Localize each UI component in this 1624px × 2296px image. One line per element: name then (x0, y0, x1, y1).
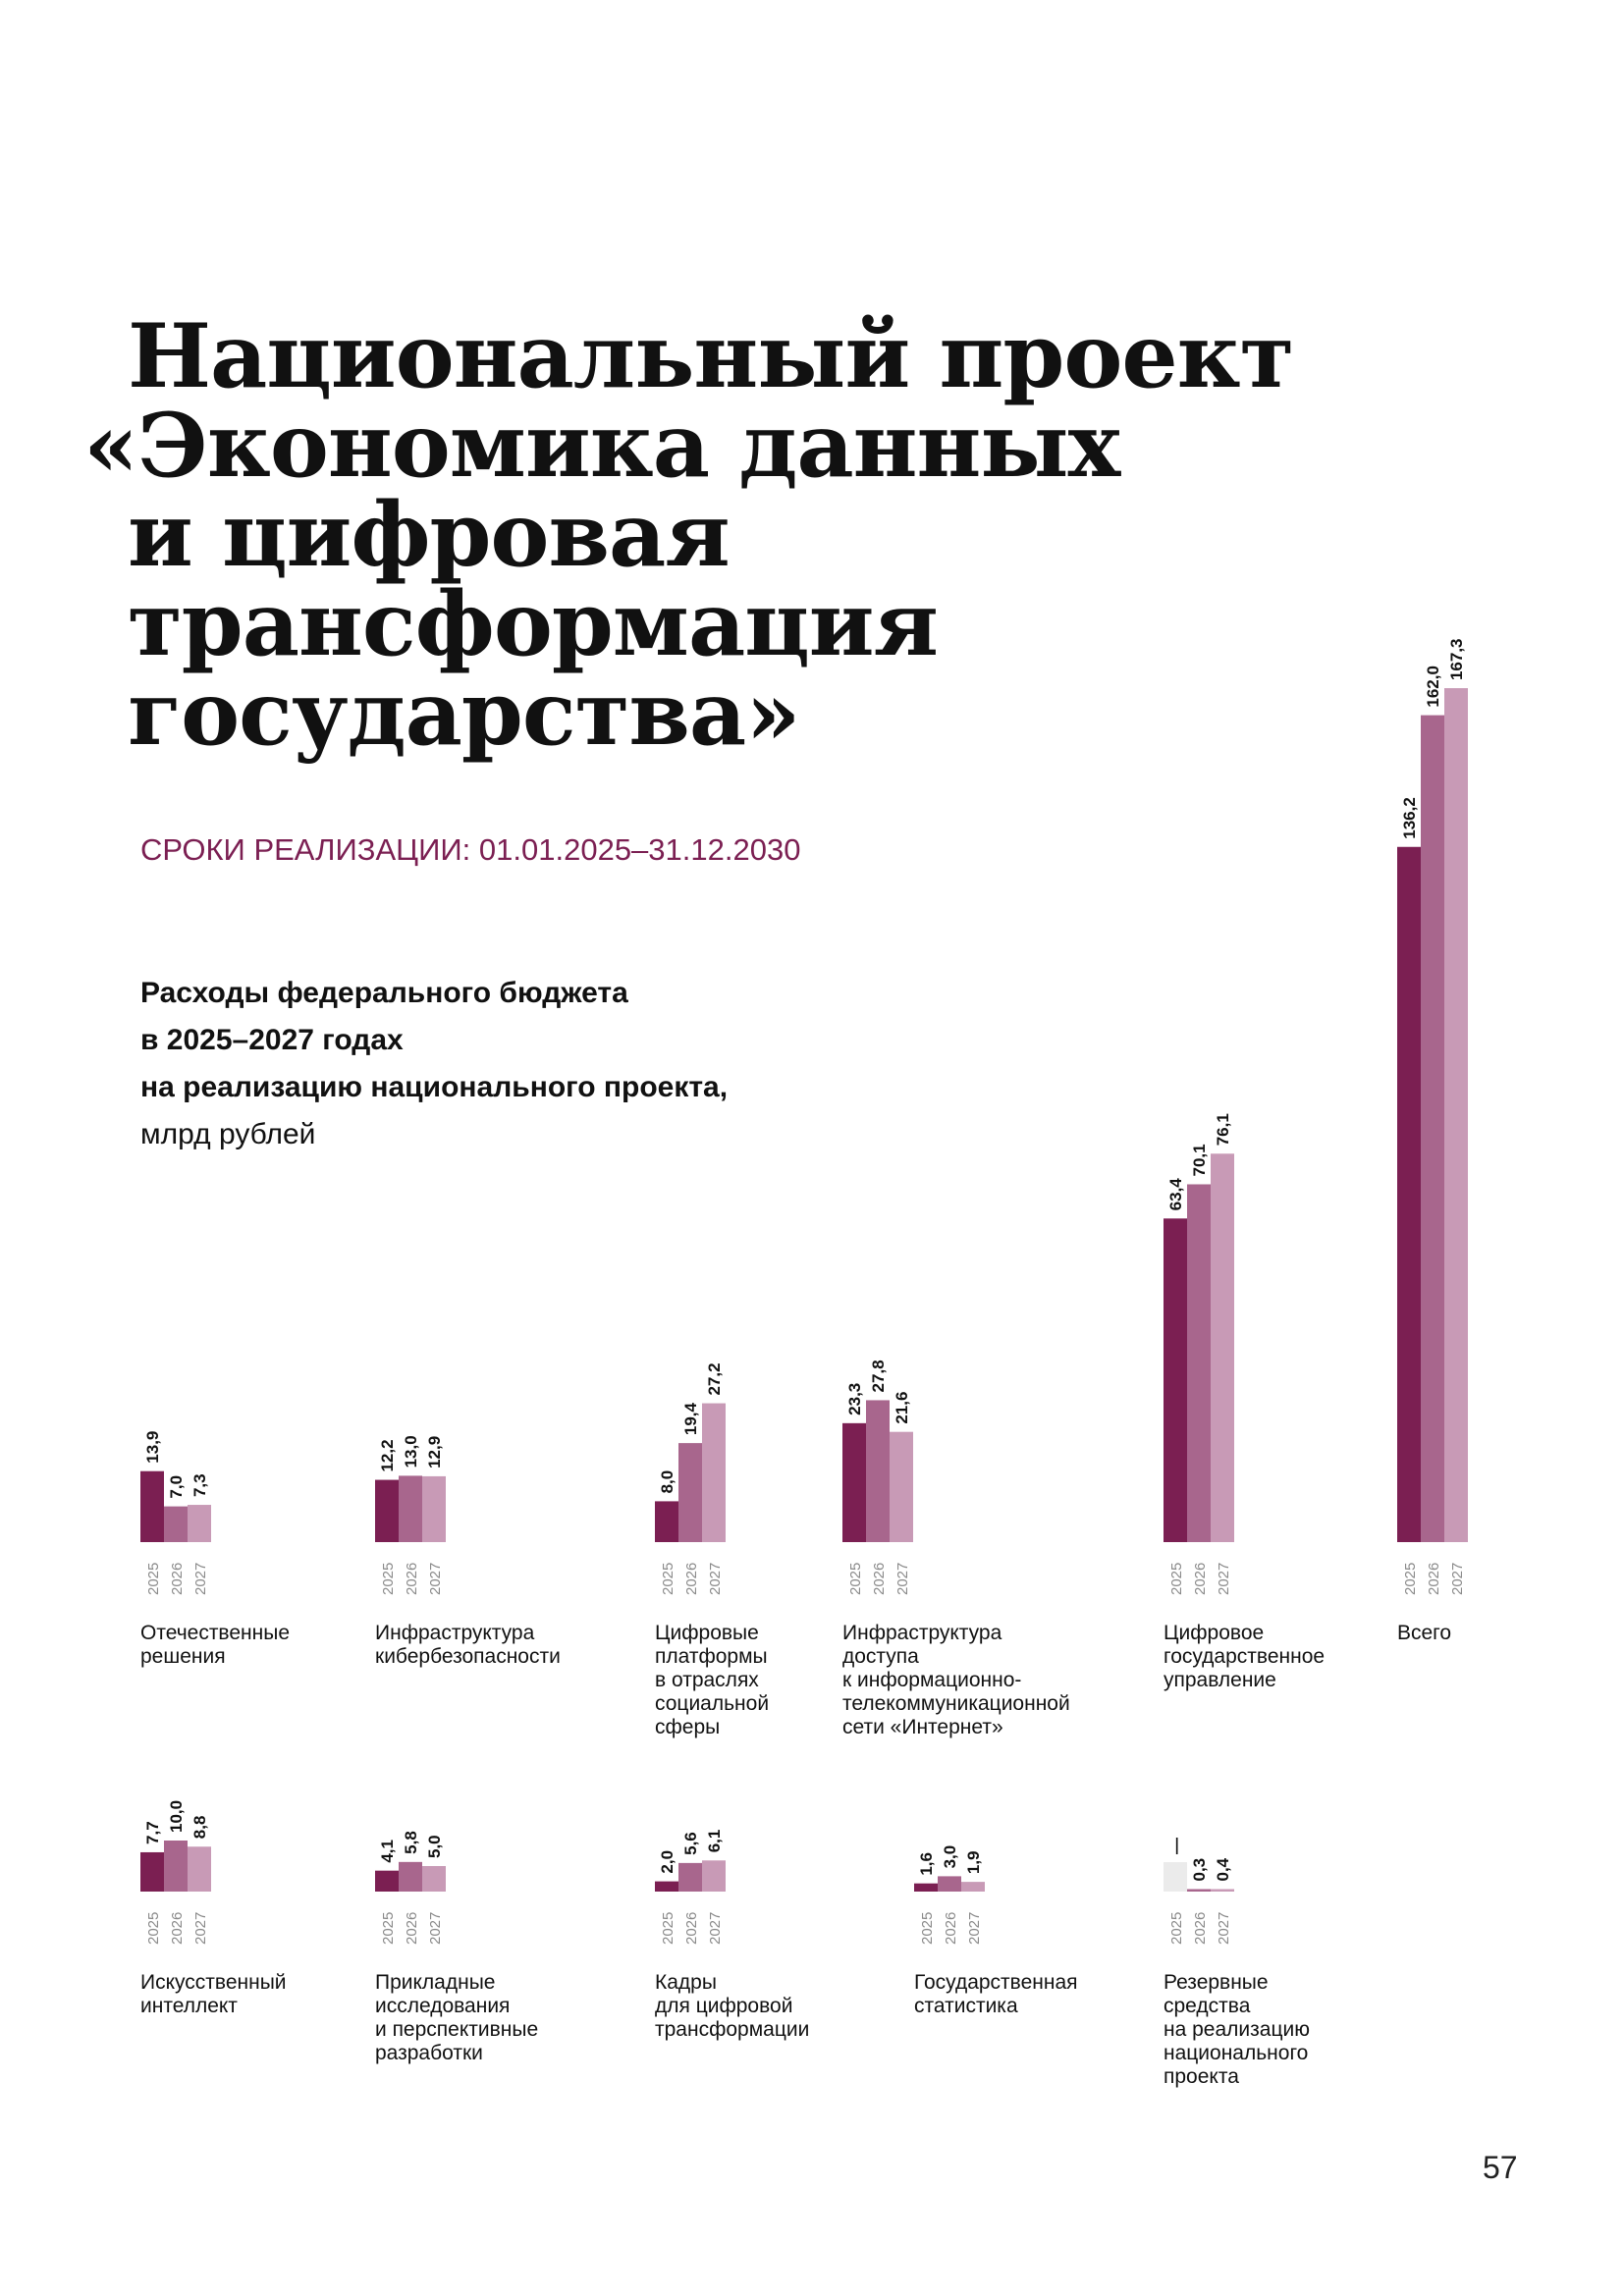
data-label: 167,3 (1447, 638, 1466, 681)
data-label: 63,4 (1166, 1178, 1185, 1211)
category-label: средства (1164, 1995, 1251, 2017)
category-label: Всего (1397, 1622, 1452, 1644)
bar-2027 (890, 1432, 913, 1542)
year-tick-label: 2026 (1192, 1911, 1209, 1945)
category-label: в отраслях (655, 1669, 759, 1691)
category-label: разработки (375, 2042, 483, 2064)
category-label: Искусственный (140, 1971, 287, 1994)
category-label: Инфраструктура (375, 1622, 535, 1644)
category-label: на реализацию (1164, 2018, 1310, 2041)
year-tick-label: 2025 (380, 1911, 397, 1945)
category-label: статистика (914, 1995, 1018, 2017)
title-line: и цифровая (128, 483, 730, 587)
category-label: решения (140, 1645, 226, 1668)
bar-2025 (914, 1884, 938, 1892)
category-label: управление (1164, 1669, 1276, 1691)
year-tick-label: 2027 (1216, 1562, 1232, 1595)
category-label: Прикладные (375, 1971, 496, 1994)
category-label: Резервные (1164, 1971, 1269, 1994)
data-label: 4,1 (378, 1840, 397, 1863)
category-label: сферы (655, 1716, 721, 1738)
data-label: 8,8 (190, 1815, 209, 1840)
bar-2025 (1164, 1862, 1187, 1892)
bar-2027 (702, 1404, 726, 1542)
year-tick-label: 2027 (427, 1562, 444, 1595)
year-tick-label: 2025 (919, 1911, 936, 1945)
year-tick-label: 2026 (943, 1911, 959, 1945)
year-tick-label: 2027 (707, 1911, 724, 1945)
data-label: 0,3 (1190, 1857, 1209, 1882)
data-label: 12,2 (378, 1439, 397, 1472)
data-label: 70,1 (1190, 1144, 1209, 1177)
data-label: 27,8 (869, 1360, 888, 1393)
data-label: 1,9 (964, 1850, 983, 1875)
category-label: трансформации (655, 2018, 810, 2041)
bar-2027 (1444, 688, 1468, 1542)
year-tick-label: 2027 (966, 1911, 983, 1945)
category-label: социальной (655, 1692, 770, 1715)
year-tick-label: 2026 (683, 1911, 700, 1945)
category-label: платформы (655, 1645, 768, 1668)
year-tick-label: 2025 (660, 1911, 677, 1945)
data-label: 13,0 (402, 1435, 420, 1468)
bar-2026 (678, 1863, 702, 1892)
subtitle-line: на реализацию национального проекта, (140, 1071, 729, 1103)
data-label: — (1166, 1838, 1185, 1854)
category-label: интеллект (140, 1995, 238, 2017)
subtitle-line: Расходы федерального бюджета (140, 977, 628, 1009)
unit-label: млрд рублей (140, 1118, 316, 1150)
year-tick-label: 2025 (847, 1562, 864, 1595)
data-label: 19,4 (681, 1403, 700, 1436)
page-number: 57 (1483, 2150, 1518, 2185)
bar-2026 (164, 1841, 188, 1892)
bar-2026 (1421, 716, 1444, 1542)
data-label: 23,3 (845, 1382, 864, 1415)
bar-2026 (399, 1475, 422, 1542)
category-label: Цифровые (655, 1622, 759, 1644)
data-label: 76,1 (1214, 1113, 1232, 1147)
year-tick-label: 2027 (707, 1562, 724, 1595)
data-label: 7,0 (167, 1474, 186, 1499)
bar-2027 (188, 1505, 211, 1542)
year-tick-label: 2025 (660, 1562, 677, 1595)
category-label: исследования (375, 1995, 511, 2017)
data-label: 27,2 (705, 1362, 724, 1396)
data-label: 5,0 (425, 1835, 444, 1858)
title-line: трансформация (128, 572, 939, 676)
year-tick-label: 2025 (145, 1911, 162, 1945)
bar-2027 (422, 1866, 446, 1892)
year-tick-label: 2026 (871, 1562, 888, 1595)
year-tick-label: 2026 (683, 1562, 700, 1595)
title-line: Национальный проект (128, 304, 1294, 408)
year-tick-label: 2026 (1426, 1562, 1442, 1595)
year-tick-label: 2027 (1216, 1911, 1232, 1945)
bar-2027 (1211, 1890, 1234, 1893)
bar-2025 (375, 1871, 399, 1892)
bar-2025 (842, 1423, 866, 1542)
data-label: 5,8 (402, 1831, 420, 1854)
year-tick-label: 2026 (169, 1562, 186, 1595)
category-label: для цифровой (655, 1995, 793, 2017)
data-label: 7,3 (190, 1473, 209, 1498)
category-label: Цифровое (1164, 1622, 1265, 1644)
bar-2027 (961, 1882, 985, 1892)
bar-2025 (1164, 1218, 1187, 1542)
implementation-period: СРОКИ РЕАЛИЗАЦИИ: 01.01.2025–31.12.2030 (140, 832, 801, 867)
category-label: Инфраструктура (842, 1622, 1002, 1644)
data-label: 6,1 (705, 1829, 724, 1853)
category-label: Кадры (655, 1971, 717, 1994)
bar-2026 (399, 1862, 422, 1892)
data-label: 162,0 (1424, 666, 1442, 708)
data-label: 12,9 (425, 1435, 444, 1468)
year-tick-label: 2026 (404, 1911, 420, 1945)
year-tick-label: 2027 (192, 1911, 209, 1945)
bar-2025 (655, 1501, 678, 1542)
data-label: 2,0 (658, 1849, 677, 1874)
bar-2027 (422, 1476, 446, 1542)
bar-2026 (866, 1400, 890, 1542)
year-tick-label: 2027 (192, 1562, 209, 1595)
category-label: Отечественные (140, 1622, 291, 1644)
subtitle-line: в 2025–2027 годах (140, 1024, 404, 1056)
year-tick-label: 2025 (1402, 1562, 1419, 1595)
category-label: Государственная (914, 1971, 1078, 1994)
bar-2027 (702, 1860, 726, 1892)
data-label: 10,0 (167, 1799, 186, 1833)
category-label: проекта (1164, 2065, 1239, 2088)
year-tick-label: 2027 (894, 1562, 911, 1595)
year-tick-label: 2026 (1192, 1562, 1209, 1595)
year-tick-label: 2025 (1168, 1562, 1185, 1595)
bar-2026 (938, 1876, 961, 1892)
data-label: 21,6 (893, 1391, 911, 1424)
data-label: 5,6 (681, 1832, 700, 1855)
year-tick-label: 2025 (380, 1562, 397, 1595)
data-label: 13,9 (143, 1430, 162, 1464)
bar-2026 (1187, 1184, 1211, 1542)
category-label: национального (1164, 2042, 1309, 2064)
bar-2026 (678, 1443, 702, 1542)
category-label: государственное (1164, 1645, 1326, 1668)
year-tick-label: 2026 (404, 1562, 420, 1595)
category-label: доступа (842, 1645, 919, 1668)
title-line: государства» (128, 662, 800, 766)
category-label: кибербезопасности (375, 1645, 561, 1668)
title-line: «Экономика данных (83, 394, 1120, 498)
year-tick-label: 2027 (1449, 1562, 1466, 1595)
year-tick-label: 2027 (427, 1911, 444, 1945)
bar-2025 (140, 1471, 164, 1542)
category-label: и перспективные (375, 2018, 539, 2041)
bar-2027 (188, 1846, 211, 1892)
bar-2026 (164, 1507, 188, 1542)
category-label: к информационно- (842, 1669, 1022, 1691)
year-tick-label: 2025 (145, 1562, 162, 1595)
data-label: 3,0 (941, 1844, 959, 1869)
data-label: 7,7 (143, 1821, 162, 1844)
category-label: телекоммуникационной (842, 1692, 1070, 1715)
data-label: 8,0 (658, 1469, 677, 1494)
bar-2025 (375, 1480, 399, 1542)
bar-2027 (1211, 1153, 1234, 1542)
bar-2025 (655, 1882, 678, 1892)
category-label: сети «Интернет» (842, 1716, 1003, 1738)
bar-2025 (1397, 847, 1421, 1542)
year-tick-label: 2025 (1168, 1911, 1185, 1945)
data-label: 1,6 (917, 1852, 936, 1876)
data-label: 136,2 (1400, 797, 1419, 839)
data-label: 0,4 (1214, 1857, 1232, 1882)
bar-2025 (140, 1852, 164, 1892)
bar-2026 (1187, 1890, 1211, 1893)
year-tick-label: 2026 (169, 1911, 186, 1945)
